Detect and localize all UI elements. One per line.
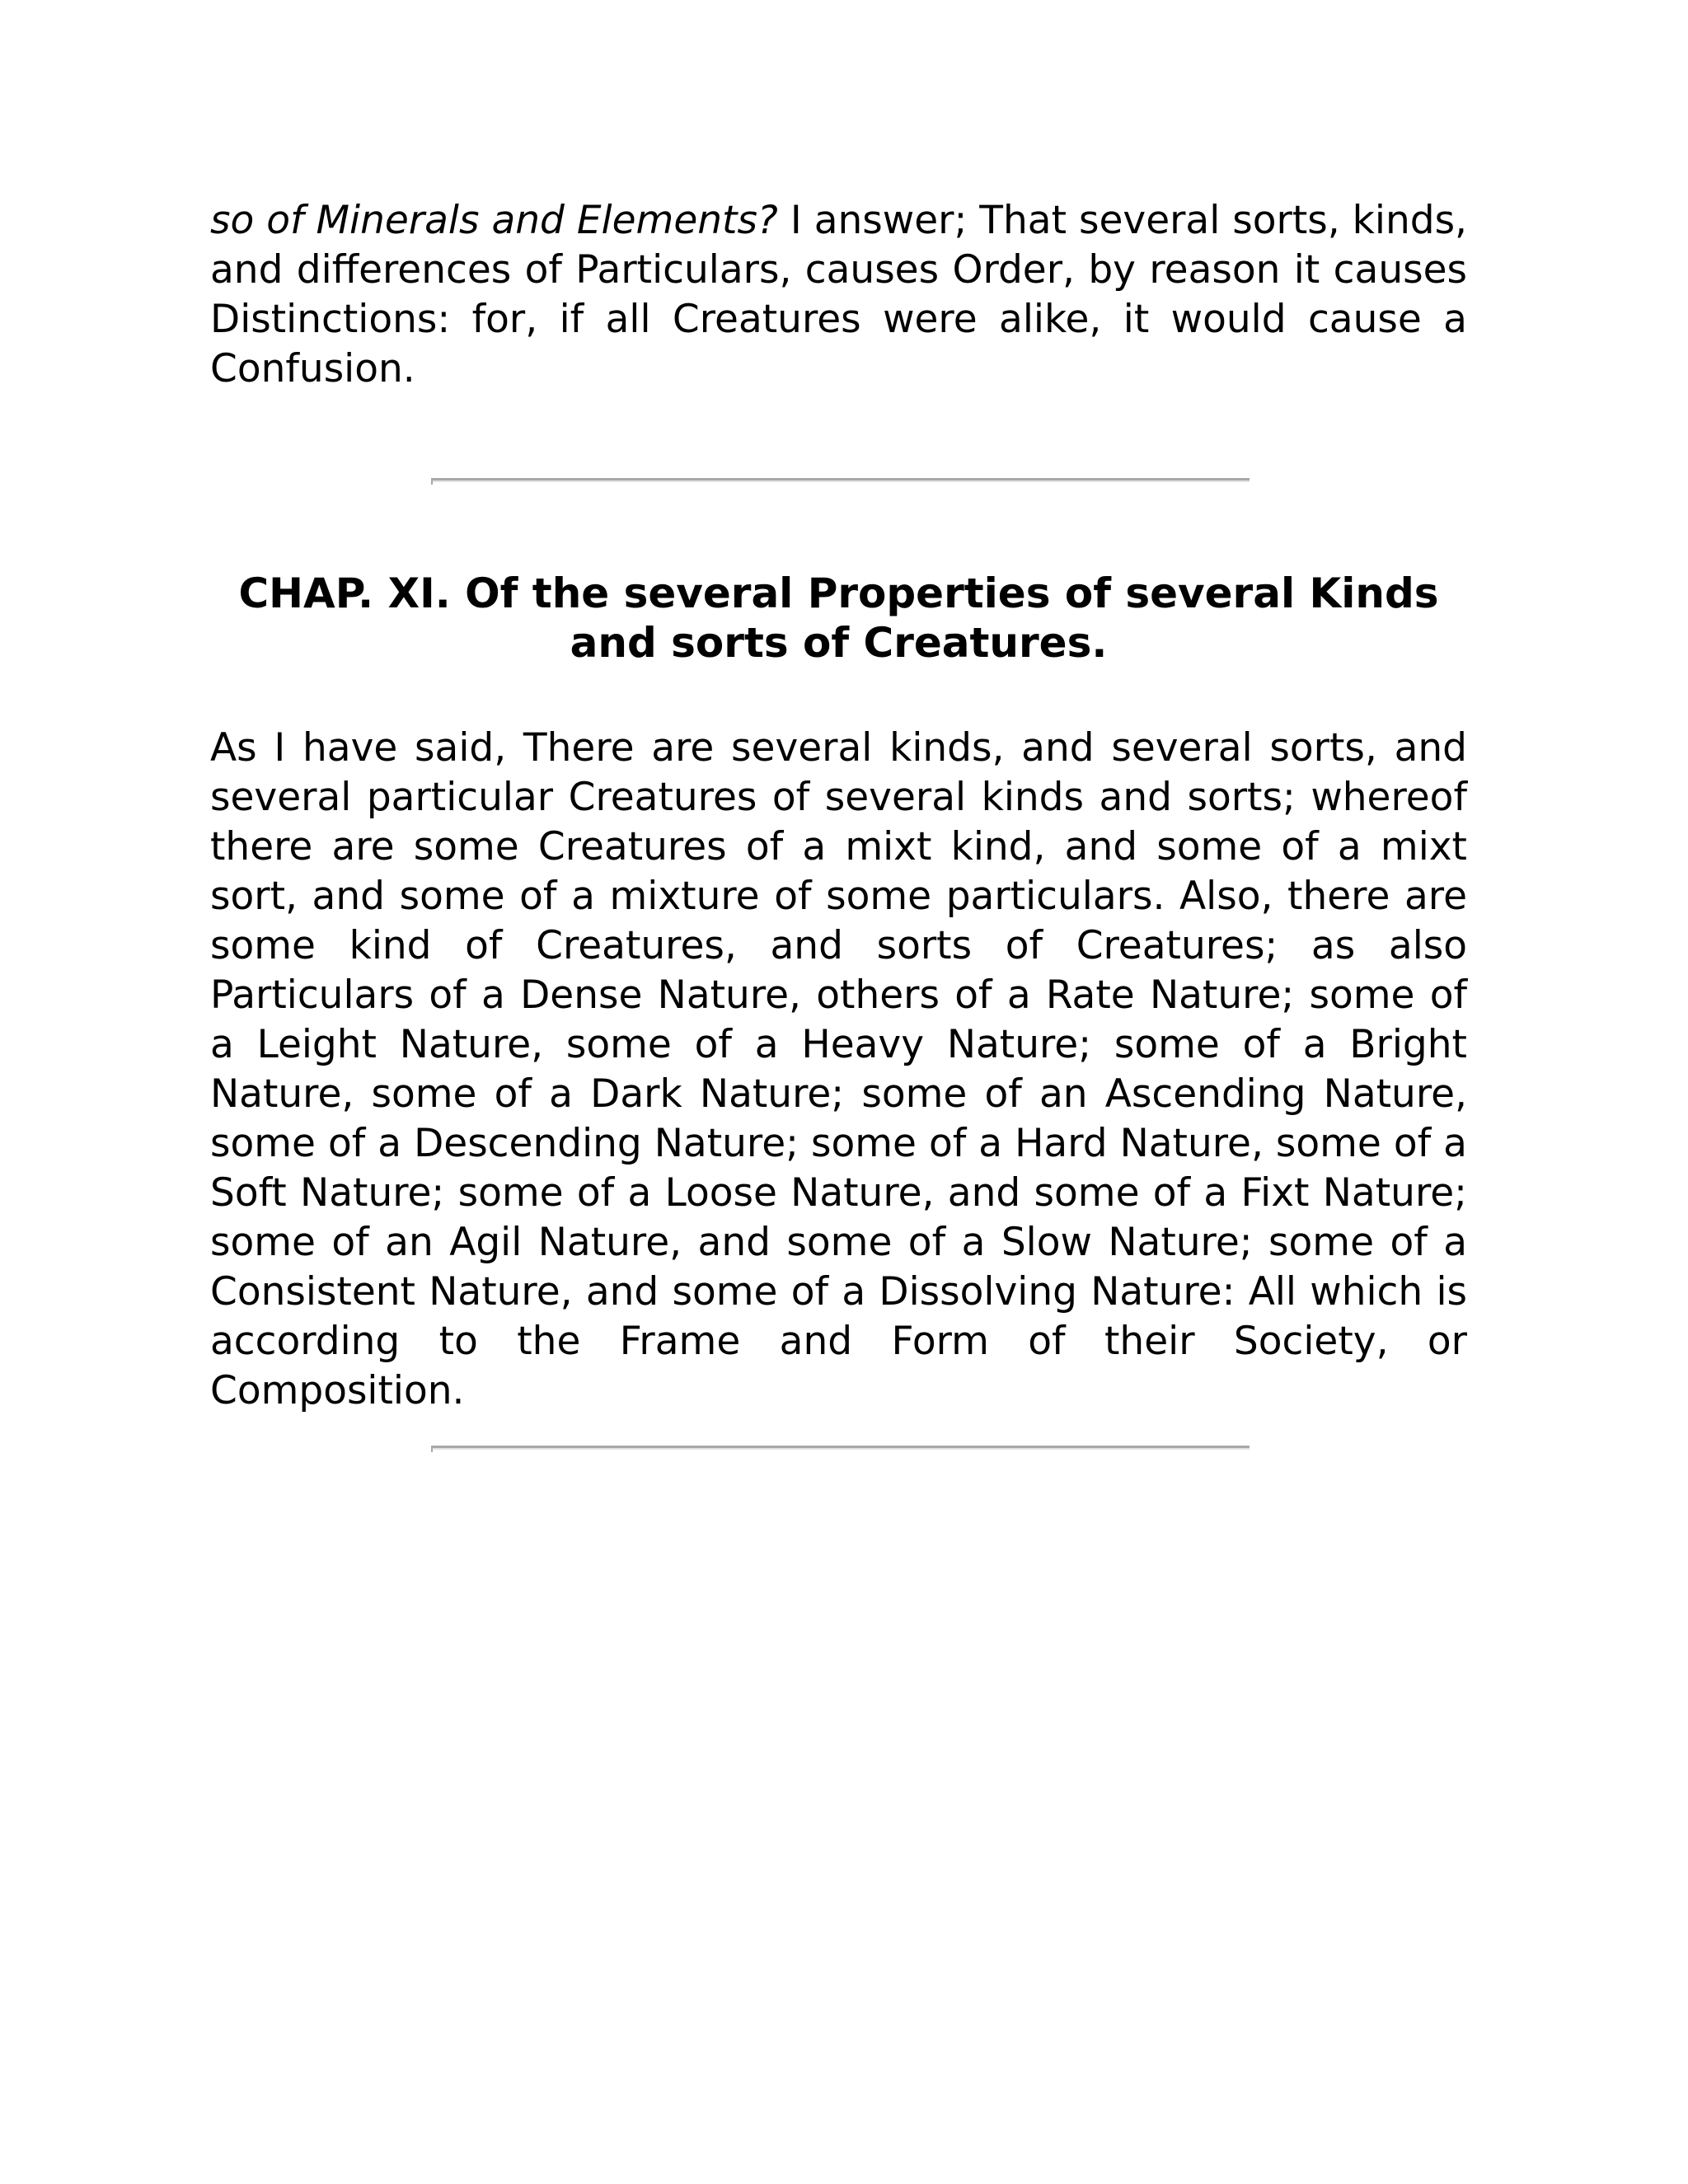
chapter-title: CHAP. XI. Of the several Properties of several Kinds and sorts of Creatures. [238, 569, 1439, 667]
chapter-body: As I have said, There are several kinds, and several sorts, and several particular Creatures of several kinds and sorts; whereof there are some Creatures of a mixt kind, and some of a mixt sort, and some of a mixture of some particulars. Also, there are some kind of Creatures, and sorts of Creatures; as also Particulars of a Dense Nature, others of a Rate Nature; some of a Leight Nature, some of a Heavy Nature; some of a Bright Nature, some of a Dark Nature; some of an Ascending Nature, some of a Descending Nature; some of a Hard Nature, some of a Soft Nature; some of a Loose Nature, and some of a Fixt Nature; some of an Agil Nature, and some of a Slow Nature; some of a Consistent Nature, and some of a Dissolving Nature: All which is according to the Frame and Form of their Society, or Composition. [210, 725, 1467, 1413]
continued-paragraph-block [210, 196, 1467, 394]
continued-paragraph [210, 196, 1467, 394]
horizontal-rule [431, 1446, 1250, 1450]
italic-lead: so of Minerals and Elements? [210, 198, 778, 243]
horizontal-rule [431, 478, 1250, 482]
chapter-body-block [210, 724, 1467, 1416]
continued-paragraph-text: I answer; That several sorts, kinds, and differences of Particulars, causes Order, by reason it causes Distinctions: for, if all Creatures were alike, it would cause a Confusion. [210, 198, 1467, 391]
